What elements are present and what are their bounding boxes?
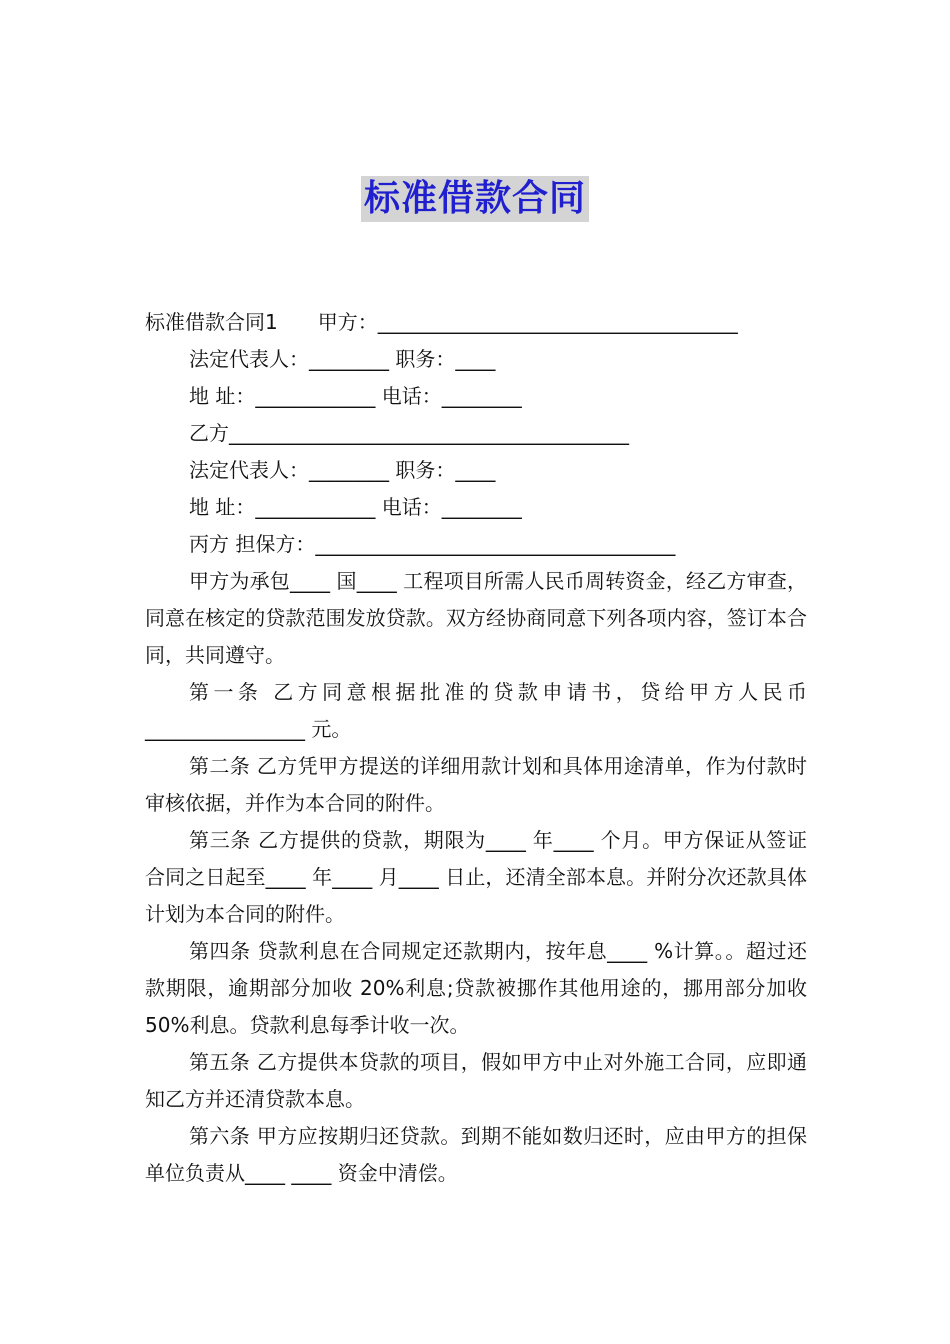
contract-body xyxy=(145,304,807,1192)
party-a-representative: 法定代表人：________ 职务：____ xyxy=(189,347,496,371)
party-b-representative: 法定代表人：________ 职务：____ xyxy=(189,458,496,482)
title-container xyxy=(0,176,950,222)
article-1: 第一条 乙方同意根据批准的贷款申请书，贷给甲方人民币________________ 元。 xyxy=(145,680,807,741)
party-a-line: 标准借款合同1 甲方：____________________________________ xyxy=(145,310,738,334)
article-4: 第四条 贷款利息在合同规定还款期内，按年息____ %计算。。超过还款期限，逾期部分加收 20%利息;贷款被挪作其他用途的，挪用部分加收 50%利息。贷款利息每季计收一次。 xyxy=(145,939,807,1037)
preamble-paragraph: 甲方为承包____ 国____ 工程项目所需人民币周转资金，经乙方审查，同意在核定的贷款范围发放贷款。双方经协商同意下列各项内容，签订本合同，共同遵守。 xyxy=(145,569,807,667)
article-2: 第二条 乙方凭甲方提送的详细用款计划和具体用途清单，作为付款时审核依据，并作为本合同的附件。 xyxy=(145,754,807,815)
article-3: 第三条 乙方提供的贷款，期限为____ 年____ 个月。甲方保证从签证合同之日起至____ 年____ 月____ 日止，还清全部本息。并附分次还款具体计划为本合同的附件。 xyxy=(145,828,807,926)
document-title: 标准借款合同 xyxy=(361,176,589,222)
party-b-address: 地 址：____________ 电话：________ xyxy=(189,495,522,519)
article-5: 第五条 乙方提供本贷款的项目，假如甲方中止对外施工合同，应即通知乙方并还清贷款本息。 xyxy=(145,1050,807,1111)
party-c-guarantor: 丙方 担保方：____________________________________ xyxy=(189,532,676,556)
party-b-line: 乙方________________________________________ xyxy=(189,421,629,445)
party-a-address: 地 址：____________ 电话：________ xyxy=(189,384,522,408)
article-6: 第六条 甲方应按期归还贷款。到期不能如数归还时，应由甲方的担保单位负责从____ ____ 资金中清偿。 xyxy=(145,1124,807,1185)
